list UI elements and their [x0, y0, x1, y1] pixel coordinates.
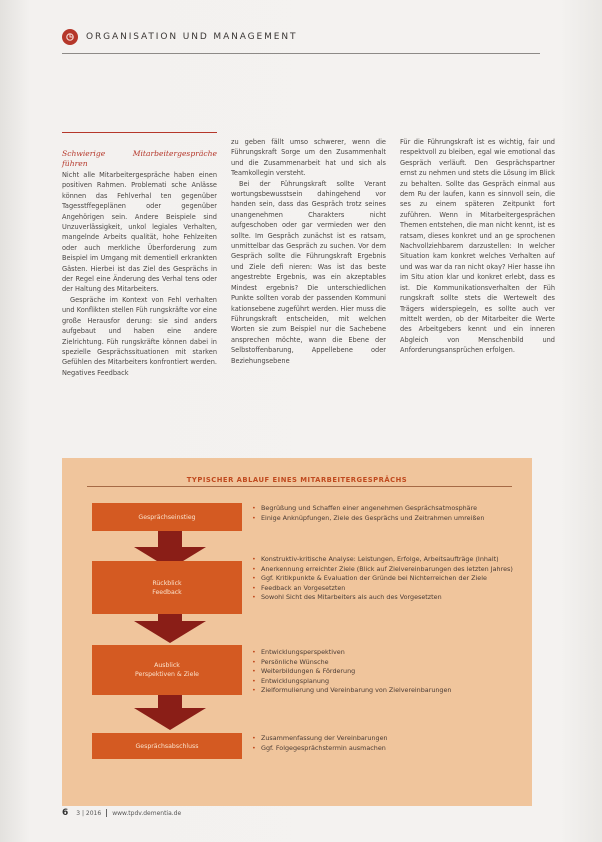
- bullet-item: • Entwicklungsperspektiven: [252, 648, 522, 658]
- step-bullets-closing: [252, 734, 522, 753]
- down-arrow-icon: [134, 621, 206, 643]
- paragraph: Für die Führungskraft ist es wichtig, fair und respektvoll zu bleiben, egal wie emotional das Gespräch verläuft. Den Gesprächspartner ernst zu nehmen und stets die Lösung im Blick zu behalten. Sollte das Gespräch einmal aus dem Ru der laufen, kann es sinnvoll sein, die ses zu einem späteren Zeitpunkt fort zuführen. Wenn in Mitarbeitergesprächen Themen entstehen, die man nicht kennt, ist es ratsam, dieses konkret und an ge sprochenen Nachvollziehbarem darzustellen: In welcher Situation kam konkret welches Verhalten auf und was war da ran nicht okay? Hier hasse ihn im Situ ation klar und konkret erlebt, dass es ist. Die Kommunikationsverhalten der Füh rungskraft sollte stets die Wertewelt des Trägers widerspiegeln, es sollte auch ver mittelt werden, ob der Mitarbeiter die Werte des Arbeitgebers kennt und ein inneren Abgleich von Menschenbild und Anforderungsansprüchen erfolgen.: [400, 138, 555, 355]
- paragraph: Bei der Führungskraft sollte Verant wortungsbewusstsein dahingehend vor handen sein, dass das Gespräch trotz seines unangenehmen Charakters nicht aufgeschoben oder gar vermieden wer den sollte. Im Gespräch zunächst ist es ratsam, unmittelbar das Gespräch zu suchen. Vor dem Gespräch sollte die Führungskraft Ergebnis und Ziele defi nieren: Was ist das beste angestrebte Ergebnis, was ein akzeptables Mindest ergebnis? Die unterschiedlichen Punkte sollten vorab der passenden Kommuni kationsebene zugeführt werden. Hier muss die Führungskraft entscheiden, mit welchen Worten sie zum Beispiel nur die Sachebene ansprechen möchte, wann die Ebene der Selbstoffenbarung, Appellebene oder Beziehungsebene: [231, 179, 386, 365]
- paragraph: Gespräche im Kontext von Fehl verhalten und Konflikten stellen Füh rungskräfte vor eine große Herausfor derung: sie sind anders aufgebaut und haben eine andere Zielrichtung. Füh rungskräfte können dabei in spezielle Gesprächssituationen mit starken Gefühlen des Mitarbeiters konfrontiert werden. Negatives Feedback: [62, 295, 217, 377]
- issue-label: 3 | 2016: [76, 809, 102, 817]
- paragraph: Nicht alle Mitarbeitergespräche haben einen positiven Rahmen. Problemati sche Anlässe können das Fehlverhal ten gegenüber Tagesstffegeplänen oder gegenüber Angehörigen sein. Andere Beispiele sind Unzuverlässigkeit, unkol legiales Verhalten, mangelnde Arbeits qualität, hohe Fehlzeiten oder auch merkliche Überforderung zum Beispiel im Umgang mit dementiell erkrankten Gästen. Hierbei ist das Ziel des Gesprächs in der Regel eine Änderung des Verhal tens oder der Haltung des Mitarbeiters.: [62, 171, 217, 294]
- bullet-item: • Feedback an Vorgesetzten: [252, 584, 522, 594]
- footer-url: www.tpdv.dementia.de: [112, 809, 182, 817]
- step-label: Gesprächsabschluss: [135, 742, 199, 750]
- step-label: Ausblick: [154, 662, 180, 669]
- step-label: Rückblick: [152, 579, 182, 587]
- step-bullets-review: [252, 555, 522, 603]
- bullet-item: • Ggf. Folgegesprächstermin ausmachen: [252, 744, 522, 754]
- bullet-item: • Begrüßung und Schaffen einer angenehmen Gesprächsatmosphäre: [252, 504, 522, 514]
- footer-divider: [106, 809, 107, 817]
- bullet-item: • Entwicklungsplanung: [252, 677, 522, 687]
- step-label: Gesprächseinstieg: [138, 513, 196, 521]
- step-box-closing: [92, 733, 242, 759]
- paragraph: zu geben fällt umso schwerer, wenn die Führungskraft Sorge um den Zusammenhalt und die Zusammenarbeit hat und sich als Teamkollegin versteht.: [231, 138, 386, 178]
- bullet-item: • Zusammenfassung der Vereinbarungen: [252, 734, 522, 744]
- step-bullets-outlook: [252, 648, 522, 696]
- bullet-item: • Anerkennung erreichter Ziele (Blick auf Zielvereinbarungen des letzten Jahres): [252, 565, 522, 575]
- diagram-title-rule: [87, 486, 512, 487]
- subheading: Schwierige Mitarbeitergespräche führen: [62, 149, 217, 168]
- text-column-2: [231, 137, 386, 366]
- step-sublabel: Feedback: [152, 588, 182, 596]
- step-sublabel: Perspektiven & Ziele: [135, 671, 199, 678]
- step-box-outlook: [92, 645, 242, 695]
- down-arrow-icon: [134, 708, 206, 730]
- bullet-item: • Persönliche Wünsche: [252, 658, 522, 668]
- bullet-item: • Ggf. Kritikpunkte & Evaluation der Gründe bei Nichterreichen der Ziele: [252, 574, 522, 584]
- arrow-stem: [158, 695, 182, 709]
- text-column-3: [400, 137, 555, 356]
- subhead-rule: [62, 132, 217, 133]
- step-box-intro: [92, 503, 242, 531]
- bullet-item: • Einige Anknüpfungen, Ziele des Gesprächs und Zeitrahmen umreißen: [252, 514, 522, 524]
- bullet-item: • Konstruktiv-kritische Analyse: Leistungen, Erfolge, Arbeitsaufträge (Inhalt): [252, 555, 522, 565]
- bullet-item: • Weiterbildungen & Förderung: [252, 667, 522, 677]
- circle-logo-icon: [62, 29, 78, 45]
- page-footer: [62, 808, 181, 818]
- process-diagram: [62, 458, 532, 806]
- header-rule: [62, 53, 540, 54]
- section-header: [62, 29, 297, 45]
- text-column-1: [62, 149, 217, 378]
- diagram-title: TYPISCHER ABLAUF EINES MITARBEITERGESPRÄCHS: [186, 476, 408, 484]
- section-title: ORGANISATION UND MANAGEMENT: [86, 32, 298, 42]
- page-number: 6: [62, 808, 69, 818]
- step-box-review: [92, 561, 242, 614]
- bullet-item: • Zielformulierung und Vereinbarung von Zielvereinbarungen: [252, 686, 522, 696]
- step-bullets-intro: [252, 504, 522, 523]
- bullet-item: • Sowohl Sicht des Mitarbeiters als auch des Vorgesetzten: [252, 593, 522, 603]
